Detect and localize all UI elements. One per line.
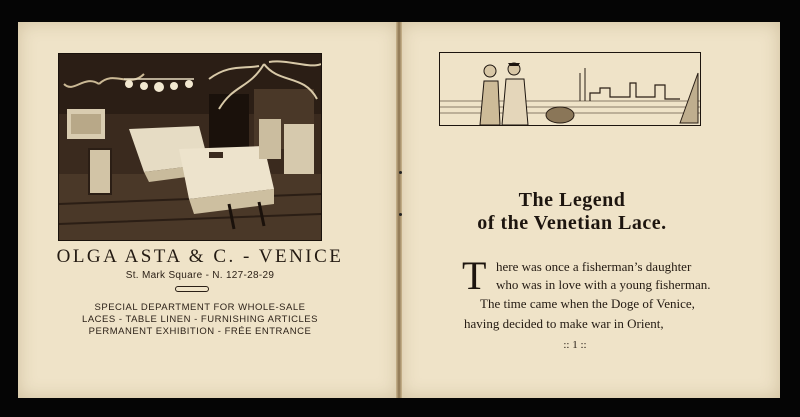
fisherman-couple-engraving (439, 52, 701, 126)
legend-title-line: of the Venetian Lace. (477, 212, 667, 234)
department-line: LACES - TABLE LINEN - FURNISHING ARTICLES (82, 314, 318, 325)
ornamental-rule (175, 286, 209, 292)
department-line: SPECIAL DEPARTMENT FOR WHOLE-SALE (94, 302, 306, 313)
story-text-line: who was in love with a young fisherman. (496, 277, 711, 292)
story-text-line: here was once a fisherman’s daughter (496, 259, 692, 274)
shop-name: OLGA ASTA & C. - VENICE (56, 246, 344, 267)
drop-cap: T (462, 253, 487, 298)
story-text-line: The time came when the Doge of Venice, (480, 296, 695, 311)
shop-interior-photo (58, 53, 322, 241)
story-text-line: having decided to make war in Orient, (464, 316, 664, 331)
binding-stitch (399, 171, 402, 174)
department-line: PERMANENT EXHIBITION - FRÉE ENTRANCE (88, 326, 312, 337)
legend-title-line: The Legend (518, 189, 626, 211)
page-number: :: 1 :: (563, 339, 587, 351)
shop-address: St. Mark Square - N. 127-28-29 (125, 270, 275, 281)
